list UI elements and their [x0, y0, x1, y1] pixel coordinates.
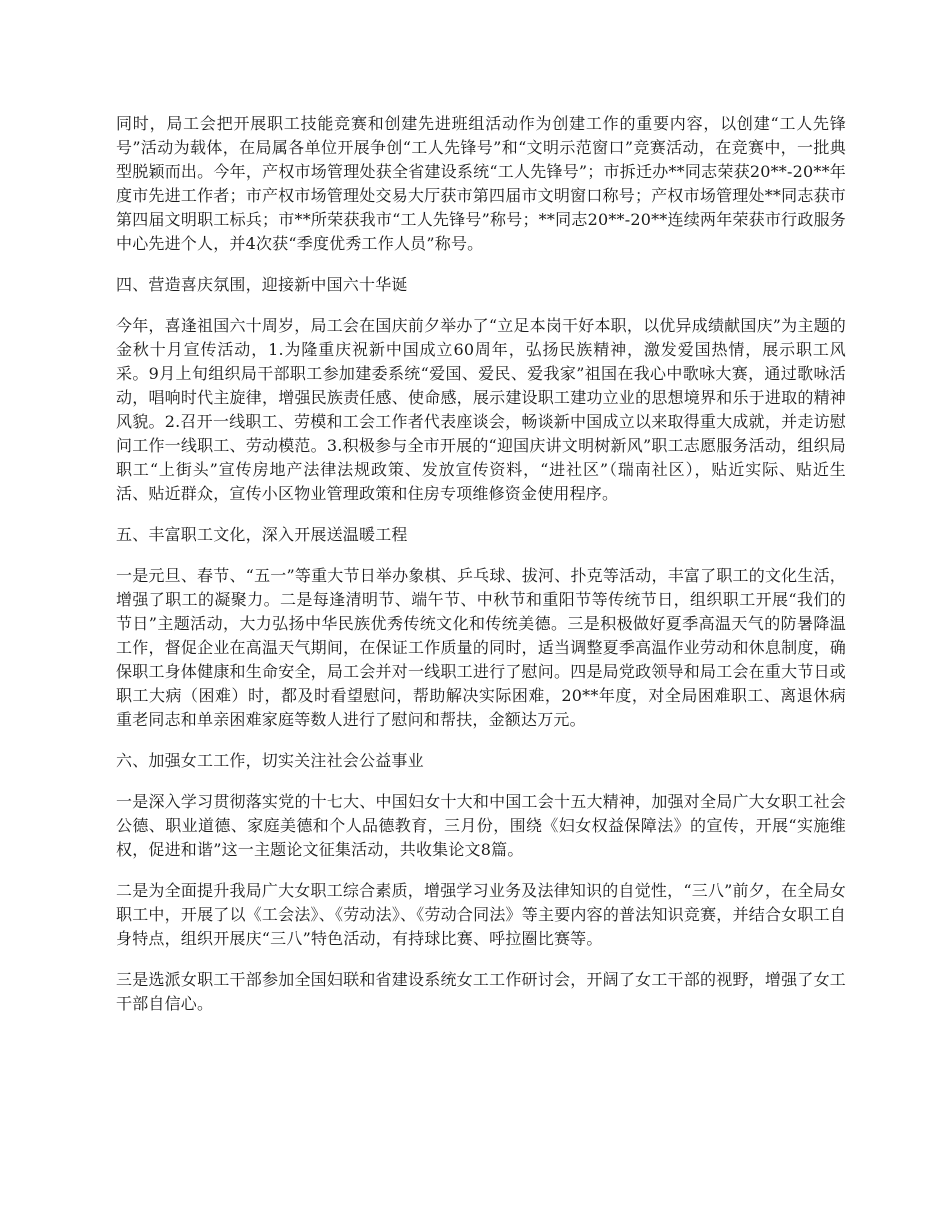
- document-page: [116, 112, 846, 1033]
- body-paragraph: 同时，局工会把开展职工技能竞赛和创建先进班组活动作为创建工作的重要内容，以创建“工人先锋号”活动为载体，在局属各单位开展争创“工人先锋号”和“文明示范窗口”竞赛活动，在竞赛中，一批典型脱颖而出。今年，产权市场管理处获全省建设系统“工人先锋号”；市拆迁办**同志荣获20**-20**年度市先进工作者；市产权市场管理处交易大厅获市第四届市文明窗口称号；产权市场管理处**同志获市第四届文明职工标兵；市**所荣获我市“工人先锋号”称号；**同志20**-20**连续两年荣获市行政服务中心先进个人，并4次获“季度优秀工作人员”称号。: [116, 114, 846, 253]
- body-paragraph: 三是选派女职工干部参加全国妇联和省建设系统女工工作研讨会，开阔了女工干部的视野，增强了女工干部自信心。: [116, 970, 846, 1013]
- body-paragraph: 二是为全面提升我局广大女职工综合素质，增强学习业务及法律知识的自觉性，“三八”前夕，在全局女职工中，开展了以《工会法》、《劳动法》、《劳动合同法》等主要内容的普法知识竞赛，并结合女职工自身特点，组织开展庆“三八”特色活动，有持球比赛、呼拉圈比赛等。: [116, 881, 846, 948]
- section-heading: 四、营造喜庆氛围，迎接新中国六十华诞: [116, 275, 408, 294]
- section-heading: 六、加强女工工作，切实关注社会公益事业: [116, 751, 424, 770]
- body-paragraph: 一是深入学习贯彻落实党的十七大、中国妇女十大和中国工会十五大精神，加强对全局广大女职工社会公德、职业道德、家庭美德和个人品德教育，三月份，围绕《妇女权益保障法》的宣传，开展“实施维权，促进和谐”这一主题论文征集活动，共收集论文8篇。: [116, 792, 846, 859]
- body-paragraph: 今年，喜逢祖国六十周岁，局工会在国庆前夕举办了“立足本岗干好本职，以优异成绩献国庆”为主题的金秋十月宣传活动，1.为隆重庆祝新中国成立60周年，弘扬民族精神，激发爱国热情，展示职工风采。9月上旬组织局干部职工参加建委系统“爱国、爱民、爱我家”祖国在我心中歌咏大赛，通过歌咏活动，唱响时代主旋律，增强民族责任感、使命感，展示建设职工建功立业的思想境界和乐于进取的精神风貌。2.召开一线职工、劳模和工会工作者代表座谈会，畅谈新中国成立以来取得重大成就，并走访慰问工作一线职工、劳动模范。3.积极参与全市开展的“迎国庆讲文明树新风”职工志愿服务活动，组织局职工“上街头”宣传房地产法律法规政策、发放宣传资料，“进社区”（瑞南社区），贴近实际、贴近生活、贴近群众，宣传小区物业管理政策和住房专项维修资金使用程序。: [116, 316, 846, 503]
- body-paragraph: 一是元旦、春节、“五一”等重大节日举办象棋、乒乓球、拔河、扑克等活动，丰富了职工的文化生活，增强了职工的凝聚力。二是每逢清明节、端午节、中秋节和重阳节等传统节日，组织职工开展“我们的节日”主题活动，大力弘扬中华民族优秀传统文化和传统美德。三是积极做好夏季高温天气的防暑降温工作，督促企业在高温天气期间，在保证工作质量的同时，适当调整夏季高温作业劳动和休息制度，确保职工身体健康和生命安全，局工会并对一线职工进行了慰问。四是局党政领导和局工会在重大节日或职工大病（困难）时，都及时看望慰问，帮助解决实际困难，20**年度，对全局困难职工、离退休病重老同志和单亲困难家庭等数人进行了慰问和帮扶，金额达万元。: [116, 566, 846, 729]
- section-heading: 五、丰富职工文化，深入开展送温暖工程: [116, 525, 408, 544]
